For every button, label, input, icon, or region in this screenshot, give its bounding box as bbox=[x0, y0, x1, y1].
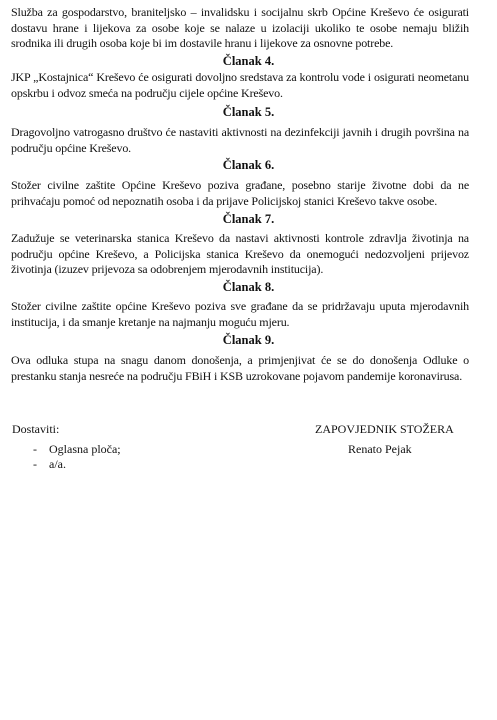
commander-name: Renato Pejak bbox=[348, 442, 412, 456]
clanak-5-heading: Članak 5. bbox=[222, 105, 275, 119]
clanak-4-text: JKP „Kostajnica“ Kreševo će osigurati dovoljno sredstava za kontrolu vode i osigurati neometanu opskrbu i odvoz smeća na području cijele općine Kreševo. bbox=[11, 70, 469, 100]
clanak-8-heading: Članak 8. bbox=[222, 280, 275, 294]
clanak-7-text: Zadužuje se veterinarska stanica Kreševo da nastavi aktivnosti kontrole zdravlja životinja na području općine Kreševo, a Policijska stanica Kreševo da onemogući nedozvoljeni prijevoz životinja (izuzev prijevoza sa odobrenjem mjerodavnih institucija). bbox=[11, 231, 469, 276]
recipient-item: Oglasna ploča; bbox=[49, 442, 121, 456]
dostaviti-label: Dostaviti: bbox=[12, 422, 60, 436]
clanak-9-heading: Članak 9. bbox=[222, 333, 275, 347]
clanak-8-text: Stožer civilne zaštite općine Kreševo poziva sve građane da se pridržavaju uputa mjerodavnih institucija, i da smanje kretanje na najmanju moguću mjeru. bbox=[11, 299, 469, 329]
clanak-7-heading: Članak 7. bbox=[222, 212, 275, 226]
clanak-6-heading: Članak 6. bbox=[222, 158, 275, 172]
recipient-item: a/a. bbox=[49, 457, 66, 471]
recipient-bullet: - bbox=[33, 442, 37, 456]
clanak-5-text: Dragovoljno vatrogasno društvo će nastaviti aktivnosti na dezinfekciji javnih i drugih površina na području općine Kreševo. bbox=[11, 125, 469, 155]
clanak-9-text: Ova odluka stupa na snagu danom donošenja, a primjenjivat će se do donošenja Odluke o prestanku stanja nesreće na području FBiH i KSB uzrokovane pojavom pandemije koronavirusa. bbox=[11, 353, 469, 383]
clanak-6-text: Stožer civilne zaštite Općine Kreševo poziva građane, posebno starije životne dobi da ne prihvaćaju pomoć od nepoznatih osoba i da prijave Policijskoj stanici Kreševo takve osobe. bbox=[11, 178, 469, 208]
commander-title: ZAPOVJEDNIK STOŽERA bbox=[315, 422, 454, 436]
clanak-4-heading: Članak 4. bbox=[222, 54, 275, 68]
recipient-bullet: - bbox=[33, 457, 37, 471]
intro-paragraph: Služba za gospodarstvo, braniteljsko – invalidsku i socijalnu skrb Općine Kreševo će osigurati dostavu hrane i lijekova za osobe koje se nalaze u izolaciji ukoliko te osobe nemaju bližih srodnika ili drugih osoba koje bi im dostavile hranu i lijekove za osnovne potrebe. bbox=[11, 5, 469, 50]
